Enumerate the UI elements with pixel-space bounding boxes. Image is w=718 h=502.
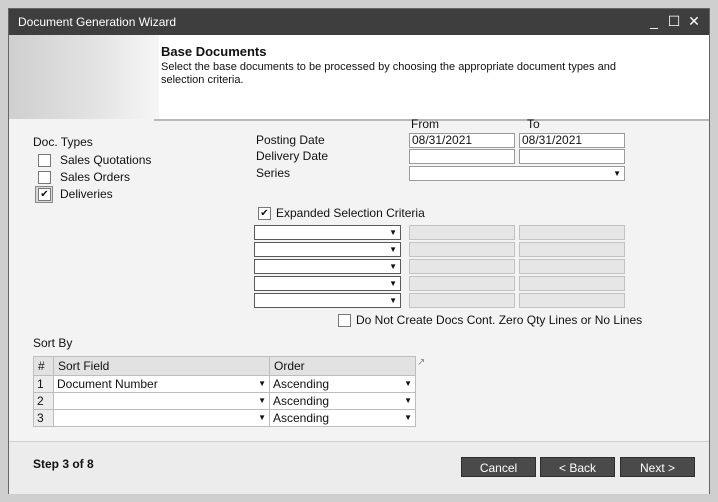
sort-field-dropdown[interactable]	[54, 376, 270, 393]
row-number: 3	[34, 410, 54, 427]
column-header-order[interactable]: Order	[270, 357, 416, 376]
to-header: To	[527, 117, 540, 131]
criteria-to-input	[519, 242, 625, 257]
order-value: Ascending	[273, 377, 330, 391]
series-dropdown[interactable]	[409, 166, 625, 181]
row-number: 2	[34, 393, 54, 410]
wizard-window	[8, 8, 710, 494]
delivery-date-label: Delivery Date	[256, 149, 329, 163]
criteria-from-input	[409, 225, 515, 240]
zero-qty-checkbox[interactable]	[338, 314, 351, 327]
table-header-row	[34, 357, 416, 376]
chevron-down-icon: ▼	[389, 279, 397, 288]
criteria-to-input	[519, 259, 625, 274]
sales-quotations-label: Sales Quotations	[60, 153, 152, 167]
chevron-down-icon: ▼	[258, 413, 266, 422]
criteria-field-dropdown[interactable]	[254, 259, 401, 274]
page-description: Select the base documents to be processed by choosing the appropriate document types and selection criteria.	[161, 61, 616, 86]
from-header: From	[411, 117, 439, 131]
sort-field-dropdown[interactable]	[54, 393, 270, 410]
criteria-field-dropdown[interactable]	[254, 293, 401, 308]
chevron-down-icon: ▼	[258, 379, 266, 388]
next-button[interactable]: Next >	[620, 457, 695, 477]
order-value: Ascending	[273, 411, 330, 425]
minimize-icon[interactable]: _	[650, 13, 658, 29]
criteria-from-input	[409, 242, 515, 257]
chevron-down-icon: ▼	[613, 169, 621, 178]
chevron-down-icon: ▼	[404, 379, 412, 388]
posting-date-label: Posting Date	[256, 133, 325, 147]
chevron-down-icon: ▼	[404, 396, 412, 405]
sort-field-dropdown[interactable]	[54, 410, 270, 427]
chevron-down-icon: ▼	[389, 228, 397, 237]
back-button[interactable]: < Back	[540, 457, 615, 477]
step-indicator: Step 3 of 8	[33, 457, 94, 471]
posting-date-from-input[interactable]: 08/31/2021	[409, 133, 515, 148]
expand-arrow-icon[interactable]: ↗	[417, 357, 426, 368]
deliveries-checkbox[interactable]	[38, 188, 51, 201]
criteria-to-input	[519, 293, 625, 308]
criteria-to-input	[519, 225, 625, 240]
order-dropdown[interactable]	[270, 393, 416, 410]
table-row	[34, 410, 416, 427]
expanded-selection-label: Expanded Selection Criteria	[276, 206, 425, 220]
chevron-down-icon: ▼	[389, 262, 397, 271]
sort-field-value: Document Number	[57, 377, 158, 391]
chevron-down-icon: ▼	[258, 396, 266, 405]
doc-types-label: Doc. Types	[33, 135, 93, 149]
maximize-icon[interactable]: ☐	[667, 13, 681, 29]
sort-by-table	[33, 356, 416, 427]
close-icon[interactable]: ✕	[688, 13, 700, 29]
posting-date-to-input[interactable]: 08/31/2021	[519, 133, 625, 148]
deliveries-label: Deliveries	[60, 187, 113, 201]
criteria-field-dropdown[interactable]	[254, 276, 401, 291]
column-header-num: #	[34, 357, 54, 376]
chevron-down-icon: ▼	[389, 296, 397, 305]
wizard-header	[9, 35, 709, 119]
row-number: 1	[34, 376, 54, 393]
delivery-date-from-input[interactable]	[409, 149, 515, 164]
zero-qty-label: Do Not Create Docs Cont. Zero Qty Lines or No Lines	[356, 313, 643, 327]
criteria-field-dropdown[interactable]	[254, 242, 401, 257]
table-row	[34, 376, 416, 393]
cancel-button[interactable]: Cancel	[461, 457, 536, 477]
sales-quotations-checkbox[interactable]	[38, 154, 51, 167]
expanded-selection-checkbox[interactable]	[258, 207, 271, 220]
page-title: Base Documents	[161, 44, 267, 59]
criteria-field-dropdown[interactable]	[254, 225, 401, 240]
order-dropdown[interactable]	[270, 410, 416, 427]
series-label: Series	[256, 166, 291, 180]
title-bar	[9, 9, 709, 35]
window-title: Document Generation Wizard	[18, 15, 177, 29]
criteria-from-input	[409, 276, 515, 291]
chevron-down-icon: ▼	[404, 413, 412, 422]
header-banner	[9, 35, 159, 119]
column-header-sort-field[interactable]: Sort Field	[54, 357, 270, 376]
criteria-from-input	[409, 293, 515, 308]
delivery-date-to-input[interactable]	[519, 149, 625, 164]
order-dropdown[interactable]	[270, 376, 416, 393]
sales-orders-label: Sales Orders	[60, 170, 131, 184]
chevron-down-icon: ▼	[389, 245, 397, 254]
order-value: Ascending	[273, 394, 330, 408]
table-row	[34, 393, 416, 410]
sales-orders-checkbox[interactable]	[38, 171, 51, 184]
criteria-to-input	[519, 276, 625, 291]
sort-by-label: Sort By	[33, 336, 73, 350]
criteria-from-input	[409, 259, 515, 274]
